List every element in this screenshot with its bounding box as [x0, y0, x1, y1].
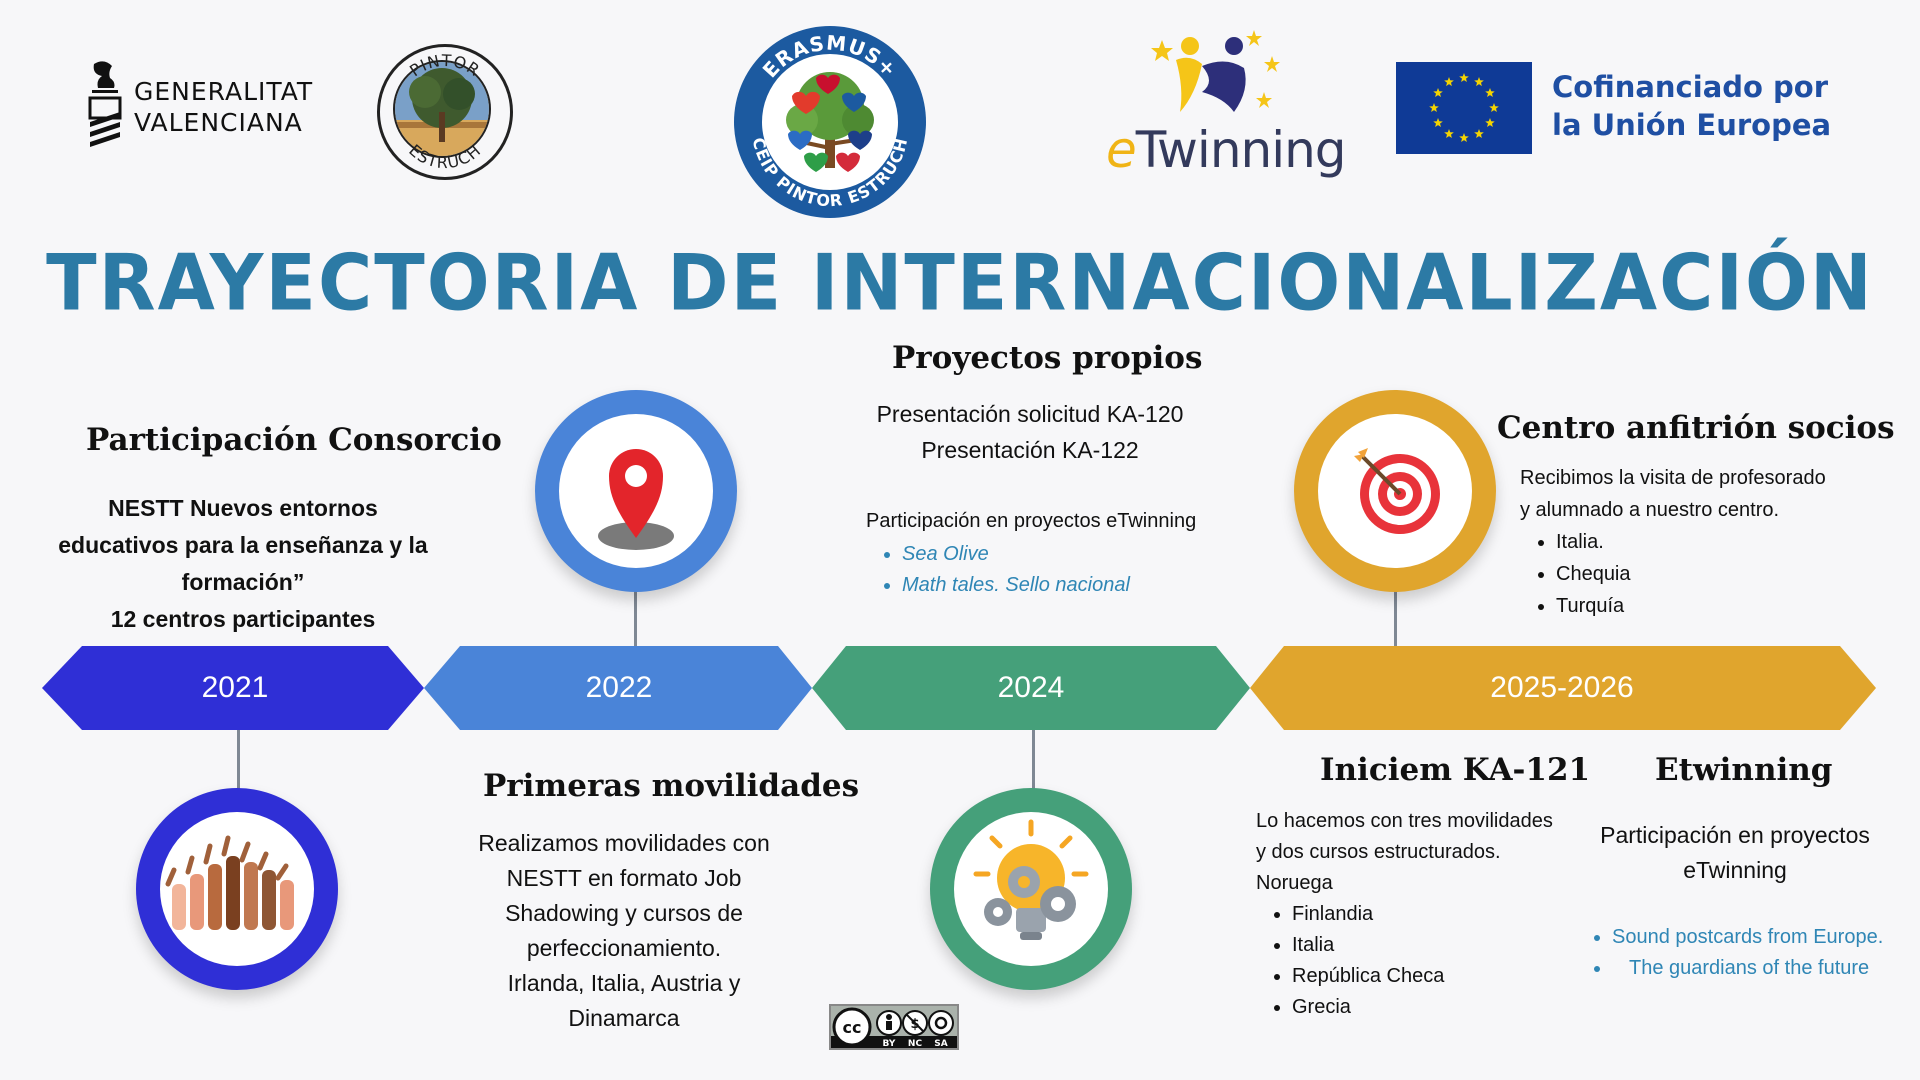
anfitrion-countries [1520, 526, 1631, 622]
movilidades-line-2: NESTT en formato Job [506, 865, 742, 891]
year-2024: 2024 [997, 671, 1065, 704]
movilidades-line-3: Shadowing y cursos de [505, 900, 743, 926]
consorcio-line-3: formación” [181, 569, 305, 595]
etwinning-word: Twinning [1135, 121, 1346, 179]
circle-2024 [930, 788, 1132, 990]
ka121-countries [1256, 899, 1444, 1023]
generalitat-line-1: GENERALITAT [134, 77, 314, 106]
project-math-tales[interactable]: • Math tales. Sello nacional [902, 570, 1130, 601]
year-2022: 2022 [585, 671, 653, 704]
etwinning-line-2: eTwinning [1683, 857, 1787, 883]
target-dart-icon [1318, 414, 1472, 568]
etwinning-figures-icon [1146, 26, 1286, 126]
country-turquia: • Turquía [1556, 590, 1631, 622]
movilidades-line-1: Realizamos movilidades con [478, 830, 770, 856]
proyectos-line-2: Presentación KA-122 [921, 437, 1139, 463]
etwinning-logo [1106, 26, 1346, 186]
map-pin-icon [559, 414, 713, 568]
anfitrion-line-2: y alumnado a nuestro centro. [1520, 499, 1780, 521]
lightbulb-gears-icon [954, 812, 1108, 966]
country-grecia: • Grecia [1292, 992, 1444, 1023]
heading-iniciem-ka121: Iniciem KA-121 [1320, 752, 1591, 788]
erasmus-bottom-text: CEIP PINTOR ESTRUCH [748, 135, 912, 211]
etwinning-description [1580, 818, 1890, 888]
proyectos-etwinning-list [866, 539, 1130, 601]
cc-nc-label: NC [907, 1039, 923, 1048]
generalitat-logo [86, 60, 316, 155]
project-guardians[interactable]: • The guardians of the future [1612, 953, 1883, 984]
erasmus-top-text: ERASMUS+ [757, 30, 903, 83]
eu-text-line-2: la Unión Europea [1552, 108, 1832, 142]
cc-by-label: BY [882, 1039, 896, 1048]
circle-2022 [535, 390, 737, 592]
svg-text:cc: cc [842, 1018, 862, 1037]
ka121-line-3: Noruega [1256, 872, 1333, 894]
anfitrion-line-1: Recibimos la visita de profesorado [1520, 467, 1826, 489]
etwinning-line-1: Participación en proyectos [1600, 822, 1870, 848]
eu-text-line-1: Cofinanciado por [1552, 70, 1829, 104]
heading-proyectos-propios: Proyectos propios [892, 340, 1203, 376]
creative-commons-badge [829, 1004, 959, 1050]
country-republica-checa: • República Checa [1292, 961, 1444, 992]
stem-2025 [1394, 588, 1397, 650]
movilidades-line-6: Dinamarca [568, 1005, 680, 1031]
svg-text:ESTRUCH [405, 141, 485, 173]
consorcio-line-1: NESTT Nuevos entornos [108, 495, 378, 521]
eu-flag-icon [1396, 62, 1532, 154]
proyectos-description [830, 396, 1230, 468]
heading-centro-anfitrion: Centro anfitrión socios [1497, 410, 1895, 446]
country-italia-2: • Italia [1292, 930, 1444, 961]
consorcio-line-4: 12 centros participantes [110, 606, 376, 632]
page-title: TRAYECTORIA DE INTERNACIONALIZACIÓN [46, 237, 1874, 329]
movilidades-line-5: Irlanda, Italia, Austria y [507, 970, 741, 996]
etwinning-projects [1584, 922, 1883, 984]
erasmus-badge [732, 24, 928, 220]
eu-cofinanced-logo [1396, 62, 1856, 154]
stem-2022 [634, 590, 637, 650]
project-sea-olive[interactable]: • Sea Olive [902, 539, 1130, 570]
project-sound-postcards[interactable]: • Sound postcards from Europe. [1612, 922, 1883, 953]
country-chequia: • Chequia [1556, 558, 1631, 590]
year-2021: 2021 [201, 671, 269, 704]
movilidades-description [430, 826, 818, 1036]
cc-sa-label: SA [934, 1039, 948, 1048]
heading-primeras-movilidades: Primeras movilidades [483, 768, 860, 804]
proyectos-line-1: Presentación solicitud KA-120 [876, 401, 1184, 427]
proyectos-etwinning-label: Participación en proyectos eTwinning [866, 510, 1197, 532]
cc-sa-icon [929, 1011, 953, 1035]
circle-2021 [136, 788, 338, 990]
heading-participacion-consorcio: Participación Consorcio [86, 422, 502, 458]
pintor-bottom-text: ESTRUCH [405, 140, 485, 173]
consorcio-line-2: educativos para la enseñanza y la [58, 532, 428, 558]
generalitat-line-2: VALENCIANA [134, 108, 303, 137]
country-italia: • Italia. [1556, 526, 1631, 558]
etwinning-e-letter: e [1106, 121, 1136, 179]
country-finlandia: • Finlandia [1292, 899, 1444, 930]
year-2025-2026: 2025-2026 [1490, 671, 1634, 704]
pintor-top-text: PINTOR [406, 50, 484, 81]
svg-text:$: $ [910, 1017, 920, 1032]
pintor-estruch-seal [377, 44, 513, 180]
heading-etwinning: Etwinning [1655, 752, 1833, 788]
ka121-line-2: y dos cursos estructurados. [1256, 841, 1501, 863]
raised-hands-icon [160, 812, 314, 966]
stem-2024 [1032, 728, 1035, 790]
consorcio-description [40, 490, 446, 638]
circle-2025 [1294, 390, 1496, 592]
stem-2021 [237, 728, 240, 790]
anfitrion-description [1520, 462, 1826, 526]
movilidades-line-4: perfeccionamiento. [526, 935, 722, 961]
ka121-description [1256, 806, 1553, 899]
generalitat-emblem-icon [86, 60, 126, 155]
ka121-line-1: Lo hacemos con tres movilidades [1256, 810, 1553, 832]
svg-text:PINTOR [406, 51, 484, 81]
